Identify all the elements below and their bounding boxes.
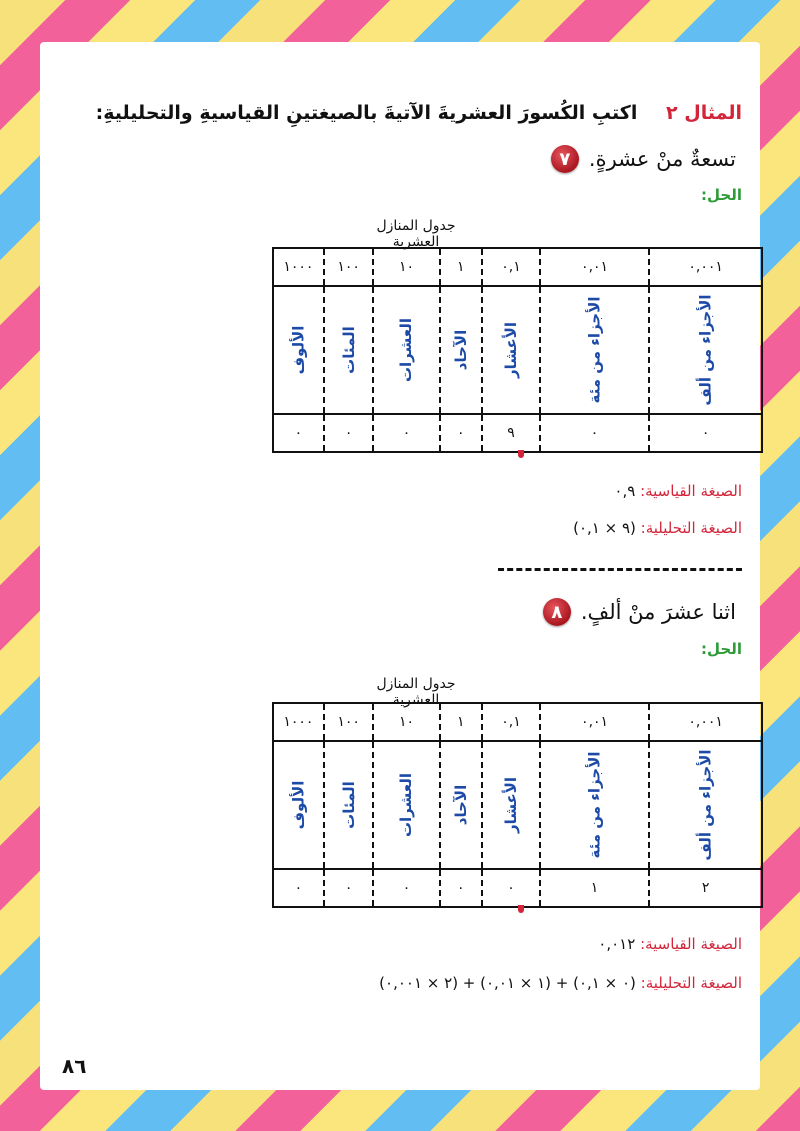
digit-cell: ٩ xyxy=(482,414,540,452)
digit-cell: ٠ xyxy=(482,869,540,907)
digit-cell: ٠ xyxy=(373,869,439,907)
place-name: المئات xyxy=(339,326,358,374)
standard-form-value: ٠,٠١٢ xyxy=(598,935,636,953)
expanded-form xyxy=(573,519,742,537)
place-name-row xyxy=(273,286,762,414)
problem-7 xyxy=(551,142,736,176)
place-name: الأجزاء من مئة xyxy=(585,751,604,859)
problem-text: تسعةٌ منْ عشرةٍ. xyxy=(588,147,736,171)
example-header xyxy=(60,102,742,132)
place-name-cell xyxy=(540,741,649,869)
expanded-form-label: الصيغة التحليلية: xyxy=(640,974,742,992)
place-name-cell xyxy=(440,741,482,869)
place-value-cell: ٠,٠١ xyxy=(540,703,649,741)
decimal-point-marker xyxy=(518,450,524,458)
place-name-cell xyxy=(440,286,482,414)
digit-cell: ٠ xyxy=(440,414,482,452)
place-name: المئات xyxy=(339,781,358,829)
place-name: الأجزاء من مئة xyxy=(585,296,604,404)
digit-cell: ٢ xyxy=(649,869,762,907)
expanded-form xyxy=(379,974,742,992)
digit-row xyxy=(273,414,762,452)
place-value-cell: ١ xyxy=(440,703,482,741)
place-value-cell: ٠,٠٠١ xyxy=(649,248,762,286)
place-name-cell xyxy=(373,741,439,869)
place-name-cell xyxy=(649,741,762,869)
problem-number-badge: ٨ xyxy=(543,598,571,626)
decimal-point-marker xyxy=(518,905,524,913)
place-value-cell: ١٠ xyxy=(373,248,439,286)
place-name-cell xyxy=(273,741,324,869)
digit-row xyxy=(273,869,762,907)
place-name: الآحاد xyxy=(451,329,470,371)
place-name-cell xyxy=(324,286,374,414)
digit-cell: ٠ xyxy=(273,869,324,907)
digit-cell: ٠ xyxy=(440,869,482,907)
example-label: المثال ٢ xyxy=(666,102,742,124)
place-name: العشرات xyxy=(397,772,416,838)
place-value-table xyxy=(272,702,763,908)
standard-form xyxy=(598,935,742,953)
place-name: الألوف xyxy=(289,325,308,375)
place-name: العشرات xyxy=(397,317,416,383)
place-name-cell xyxy=(482,286,540,414)
place-name-row xyxy=(273,741,762,869)
place-value-cell: ٠,١ xyxy=(482,703,540,741)
page-number: ٨٦ xyxy=(62,1054,87,1078)
expanded-form-value: (٠ × ٠,١) + (١ × ٠,٠١) + (٢ × ٠,٠٠١) xyxy=(379,974,636,992)
place-value-row xyxy=(273,248,762,286)
place-value-table xyxy=(272,247,763,453)
place-value-row xyxy=(273,703,762,741)
place-value-cell: ١ xyxy=(440,248,482,286)
place-name: الأعشار xyxy=(502,776,521,834)
place-value-cell: ١٠٠ xyxy=(324,703,374,741)
digit-cell: ٠ xyxy=(649,414,762,452)
place-name-cell xyxy=(373,286,439,414)
place-name-cell xyxy=(273,286,324,414)
standard-form xyxy=(614,482,742,500)
problem-number-badge: ٧ xyxy=(551,145,579,173)
worksheet-page xyxy=(40,42,760,1090)
place-name: الأجزاء من ألف xyxy=(696,749,715,861)
place-name: الأعشار xyxy=(502,321,521,379)
standard-form-label: الصيغة القياسية: xyxy=(640,482,742,500)
place-name-cell xyxy=(482,741,540,869)
place-value-cell: ٠,١ xyxy=(482,248,540,286)
place-value-cell: ١٠٠٠ xyxy=(273,703,324,741)
digit-cell: ٠ xyxy=(373,414,439,452)
place-name-cell xyxy=(540,286,649,414)
place-value-cell: ٠,٠٠١ xyxy=(649,703,762,741)
place-name: الألوف xyxy=(289,780,308,830)
place-name: الأجزاء من ألف xyxy=(696,294,715,406)
place-name-cell xyxy=(324,741,374,869)
section-divider xyxy=(498,568,742,571)
place-value-cell: ١٠٠٠ xyxy=(273,248,324,286)
example-instruction: اكتبِ الكُسورَ العشريةَ الآتيةَ بالصيغتينِ القياسيةِ والتحليليةِ: xyxy=(95,102,638,124)
problem-text: اثنا عشرَ منْ ألفٍ. xyxy=(580,600,736,624)
place-value-cell: ١٠ xyxy=(373,703,439,741)
problem-8 xyxy=(543,595,736,629)
solution-label: الحل: xyxy=(701,186,742,204)
expanded-form-value: (٩ × ٠,١) xyxy=(573,519,636,537)
digit-cell: ٠ xyxy=(540,414,649,452)
standard-form-label: الصيغة القياسية: xyxy=(640,935,742,953)
digit-cell: ٠ xyxy=(273,414,324,452)
place-value-cell: ٠,٠١ xyxy=(540,248,649,286)
digit-cell: ٠ xyxy=(324,414,374,452)
expanded-form-label: الصيغة التحليلية: xyxy=(640,519,742,537)
solution-label: الحل: xyxy=(701,640,742,658)
standard-form-value: ٠,٩ xyxy=(614,482,636,500)
place-name-cell xyxy=(649,286,762,414)
place-value-cell: ١٠٠ xyxy=(324,248,374,286)
table-title: جدول المنازل العشرية xyxy=(376,676,456,708)
table-title: جدول المنازل العشرية xyxy=(376,218,456,250)
digit-cell: ١ xyxy=(540,869,649,907)
place-name: الآحاد xyxy=(451,784,470,826)
digit-cell: ٠ xyxy=(324,869,374,907)
